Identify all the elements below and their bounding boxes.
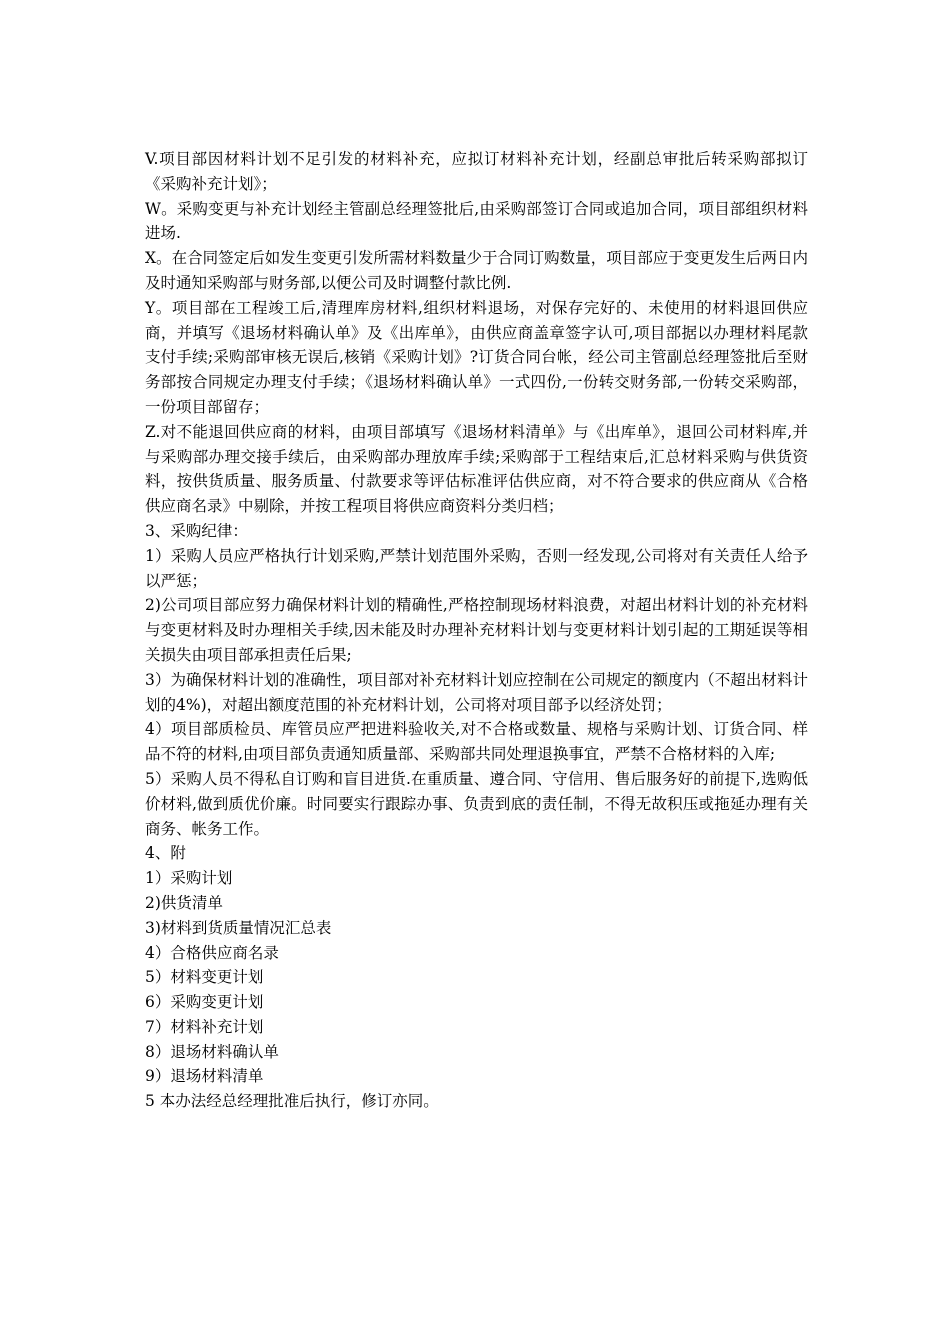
discipline-item-5: 5）采购人员不得私自订购和盲目进货.在重质量、遵合同、守信用、售后服务好的前提下,选购低价材料,做到质优价廉。时同要实行跟踪办事、负责到底的责任制，不得无故积压或拖延办理有关商务、帐务工作。 [145,769,808,838]
paragraph-x: X。在合同签定后如发生变更引发所需材料数量少于合同订购数量，项目部应于变更发生后两日内及时通知采购部与财务部,以便公司及时调整付款比例. [145,249,808,292]
paragraph-v: V.项目部因材料计划不足引发的材料补充，应拟订材料补充计划，经副总审批后转采购部拟订《采购补充计划》； [145,150,808,193]
appendix-item-1: 1）采购计划 [145,869,233,888]
appendix-item-8: 8）退场材料确认单 [145,1042,279,1061]
appendix-item-9: 9）退场材料清单 [145,1067,264,1086]
closing-clause: 5 本办法经总经理批准后执行，修订亦同。 [145,1092,439,1111]
appendix-item-2: 2)供货清单 [145,893,223,912]
appendix-item-7: 7）材料补充计划 [145,1017,264,1036]
appendix-item-5: 5）材料变更计划 [145,968,264,987]
discipline-item-1: 1）采购人员应严格执行计划采购,严禁计划范围外采购，否则一经发现,公司将对有关责任人给予以严惩； [145,546,808,590]
discipline-item-3: 3）为确保材料计划的准确性，项目部对补充材料计划应控制在公司规定的额度内（不超出材料计划的4%)，对超出额度范围的补充材料计划，公司将对项目部予以经济处罚； [145,670,808,714]
paragraph-z: Z.对不能退回供应商的材料，由项目部填写《退场材料清单》与《出库单》，退回公司材料库,并与采购部办理交接手续后，由采购部办理放库手续;采购部于工程结束后,汇总材料采购与供货资料，按供货质量、服务质量、付款要求等评估标准评估供应商，对不符合要求的供应商从《合格供应商名录》中剔除，并按工程项目将供应商资料分类归档； [145,422,808,516]
appendix-item-6: 6）采购变更计划 [145,993,264,1012]
appendix-item-4: 4）合格供应商名录 [145,943,279,962]
paragraph-w: W。采购变更与补充计划经主管副总经理签批后,由采购部签订合同或追加合同，项目部组织材料进场. [145,199,808,243]
discipline-item-4: 4）项目部质检员、库管员应严把进料验收关,对不合格或数量、规格与采购计划、订货合同、样品不符的材料,由项目部负责通知质量部、采购部共同处理退换事宜，严禁不合格材料的入库; [145,720,808,764]
section-heading-appendix: 4、附 [145,844,186,863]
paragraph-y: Y。项目部在工程竣工后,清理库房材料,组织材料退场，对保存完好的、未使用的材料退回供应商，并填写《退场材料确认单》及《出库单》，由供应商盖章签字认可,项目部据以办理材料尾款支付手续;采购部审核无误后,核销《采购计划》?订货合同台帐，经公司主管副总经理签批后至财务部按合同规定办理支付手续；《退场材料确认单》一式四份,一份转交财务部,一份转交采购部，一份项目部留存； [145,298,808,416]
discipline-item-2: 2)公司项目部应努力确保材料计划的精确性,严格控制现场材料浪费，对超出材料计划的补充材料与变更材料及时办理相关手续,因未能及时办理补充材料计划与变更材料计划引起的工期延误等相关损失由项目部承担责任后果; [145,596,808,664]
document-body [145,147,808,1114]
section-heading-purchasing-discipline: 3、采购纪律： [145,521,248,540]
appendix-item-3: 3)材料到货质量情况汇总表 [145,918,332,937]
